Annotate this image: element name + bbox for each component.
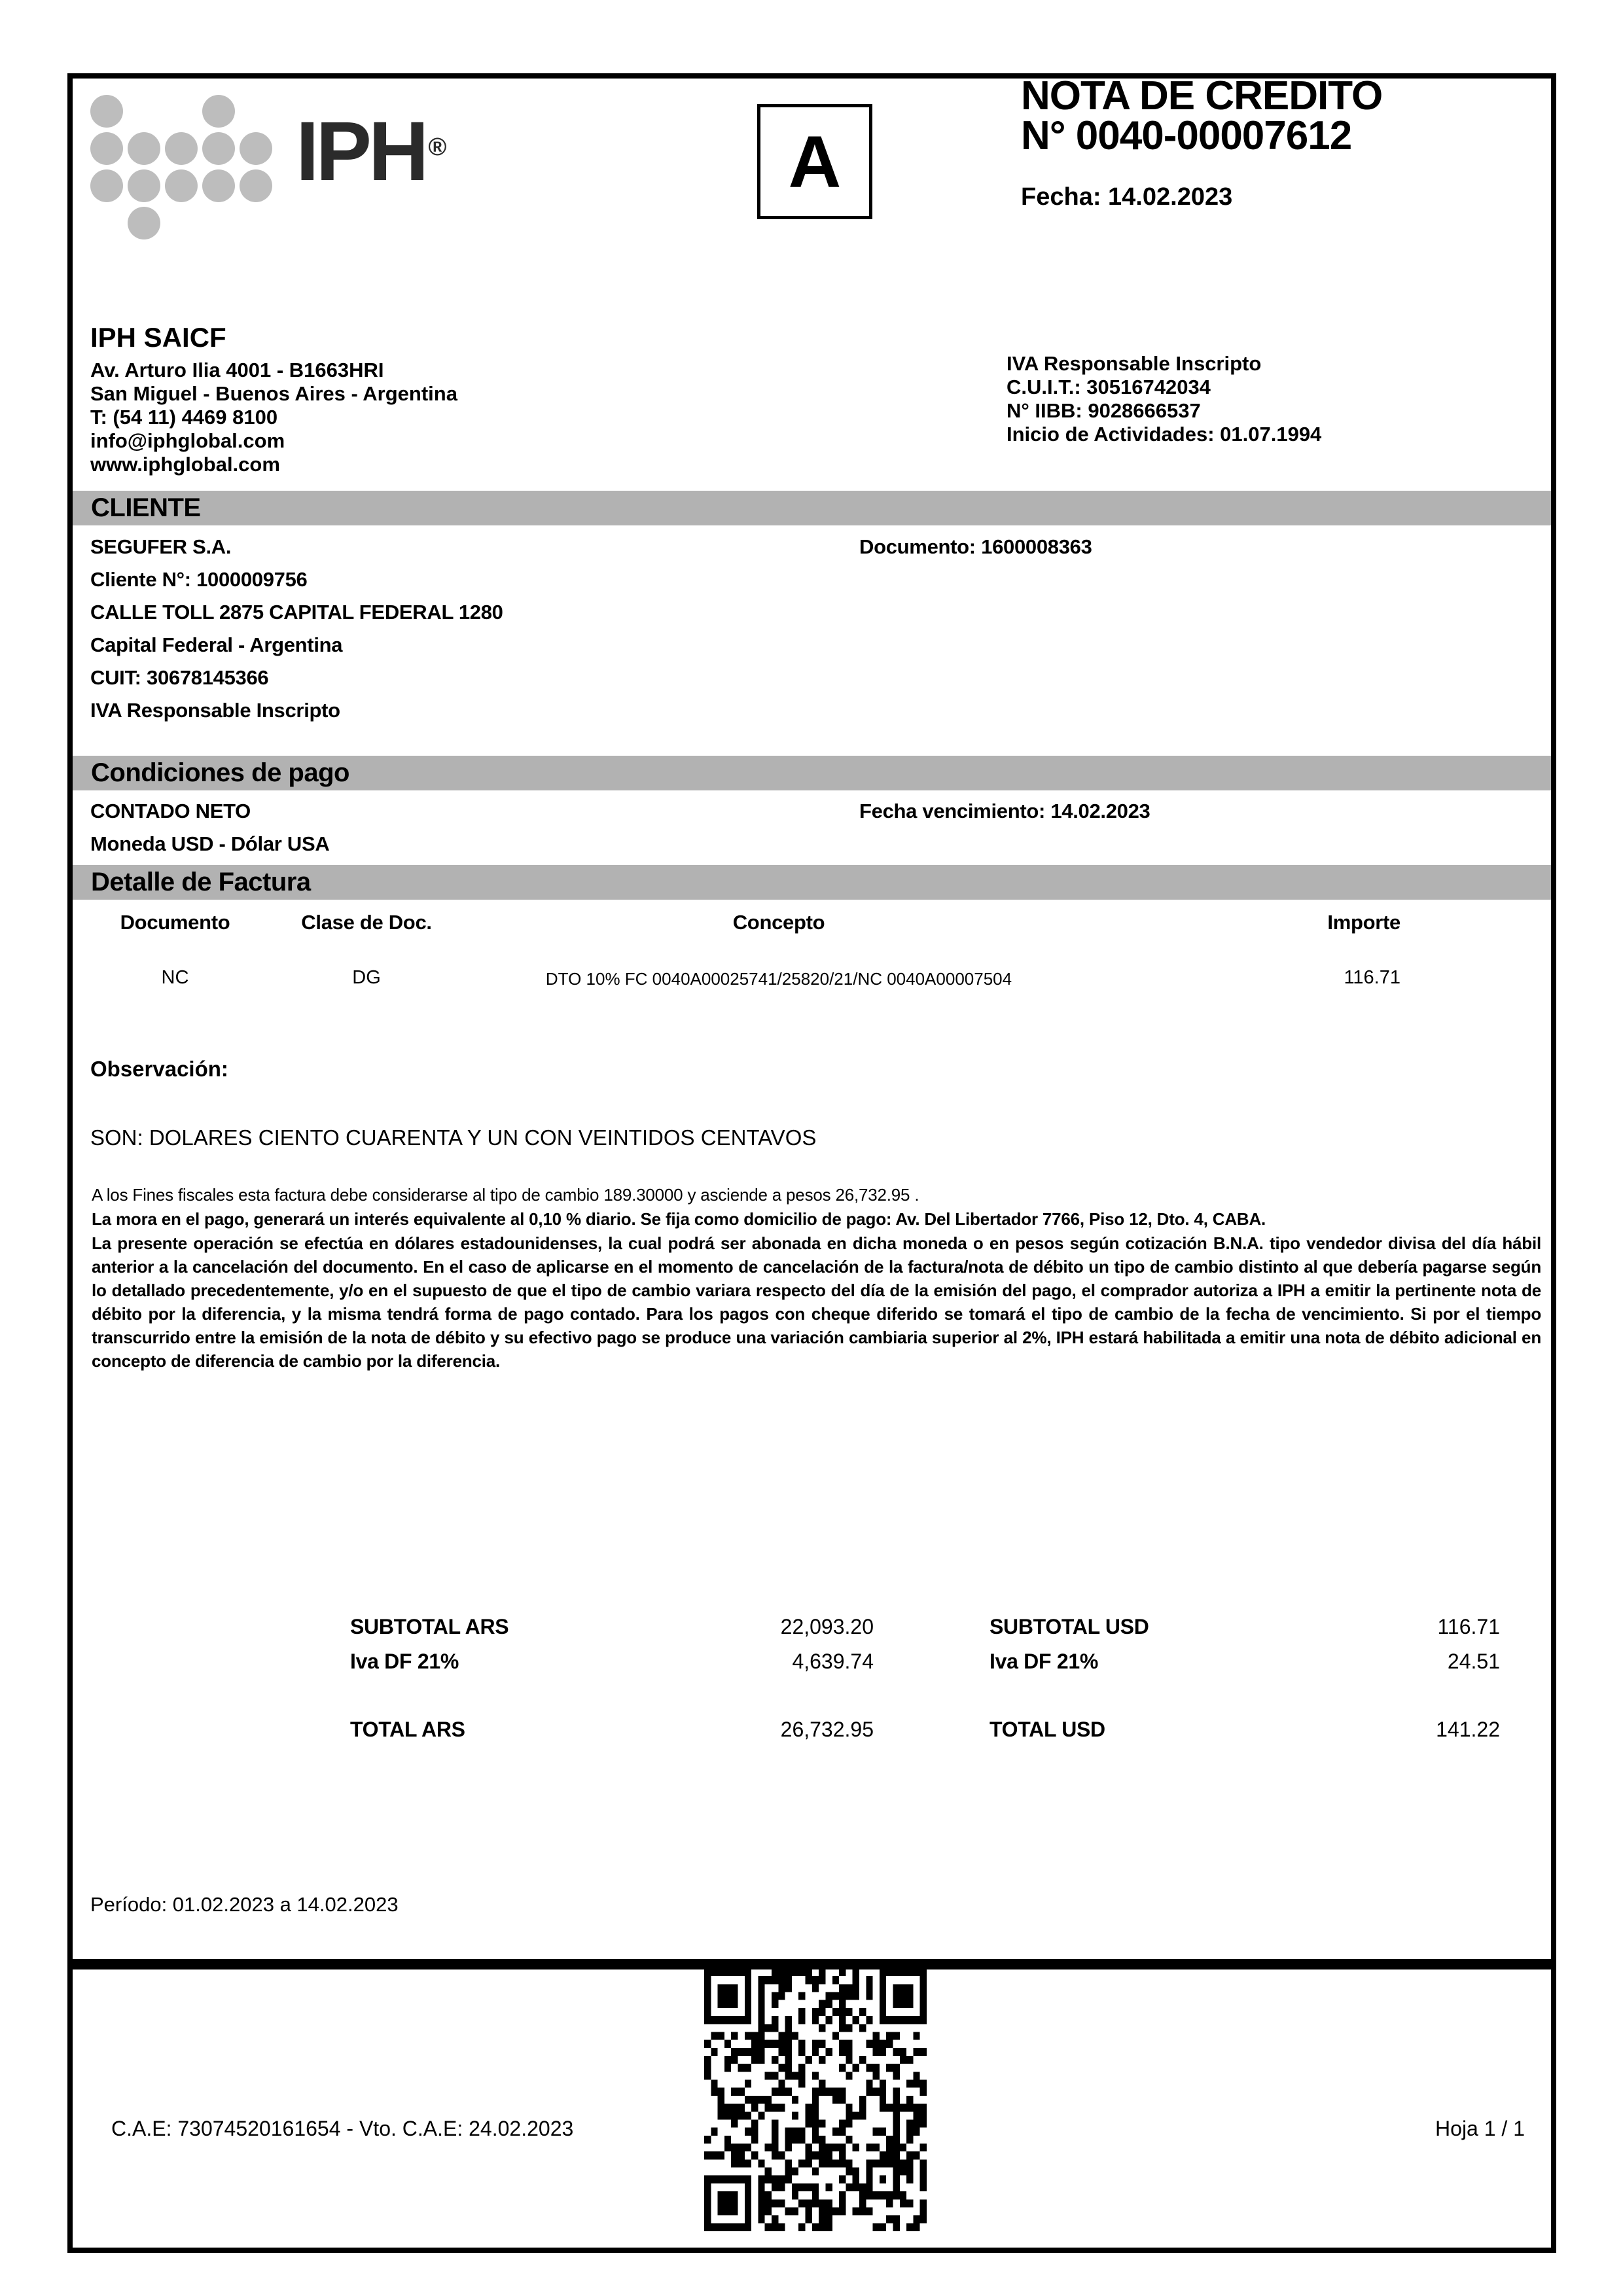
company-cuit: C.U.I.T.: 30516742034 xyxy=(1007,376,1211,398)
cliente-iva: IVA Responsable Inscripto xyxy=(90,699,340,722)
section-header-detalle xyxy=(73,865,1551,900)
logo-word: IPH xyxy=(296,105,426,198)
iph-logo-dots-icon xyxy=(90,95,287,252)
company-tax-info xyxy=(1007,352,1321,446)
title-line-1: NOTA DE CREDITO xyxy=(1021,73,1383,118)
condiciones-moneda: Moneda USD - Dólar USA xyxy=(90,832,330,855)
section-title-condiciones: Condiciones de pago xyxy=(91,758,349,787)
section-title-cliente: CLIENTE xyxy=(91,493,201,522)
col-header-documento: Documento xyxy=(120,911,230,934)
cae-line: C.A.E: 73074520161654 - Vto. C.A.E: 24.02.2023 xyxy=(111,2117,574,2140)
periodo-line: Período: 01.02.2023 a 14.02.2023 xyxy=(90,1893,399,1916)
document-title xyxy=(1021,73,1383,158)
company-website: www.iphglobal.com xyxy=(90,453,280,476)
document-date: Fecha: 14.02.2023 xyxy=(1021,183,1233,211)
col-header-concepto: Concepto xyxy=(732,911,825,934)
company-phone: T: (54 11) 4469 8100 xyxy=(90,406,278,429)
company-name: IPH SAICF xyxy=(90,322,226,353)
section-title-detalle: Detalle de Factura xyxy=(91,868,311,896)
registered-mark-icon: ® xyxy=(428,133,447,161)
linea-mora: La mora en el pago, generará un interés equivalente al 0,10 % diario. Se fija como domicilio de pago: Av. Del Libertador 7766, Piso 12, Dto. 4, CABA. xyxy=(92,1209,1266,1229)
invoice-type-letter-box xyxy=(757,104,872,219)
cliente-numero: Cliente N°: 1000009756 xyxy=(90,568,308,591)
iva-usd-value: 24.51 xyxy=(1447,1650,1500,1673)
condiciones-vencimiento: Fecha vencimiento: 14.02.2023 xyxy=(859,800,1150,822)
cell-importe: 116.71 xyxy=(1344,967,1400,988)
cliente-ciudad: Capital Federal - Argentina xyxy=(90,633,343,656)
subtotal-usd-value: 116.71 xyxy=(1437,1615,1500,1638)
iva-ars-value: 4,639.74 xyxy=(792,1650,874,1673)
observacion-label: Observación: xyxy=(90,1057,228,1081)
cliente-direccion: CALLE TOLL 2875 CAPITAL FEDERAL 1280 xyxy=(90,601,503,624)
subtotal-ars-label: SUBTOTAL ARS xyxy=(350,1615,509,1638)
total-usd-value: 141.22 xyxy=(1436,1718,1500,1741)
cliente-cuit: CUIT: 30678145366 xyxy=(90,666,269,689)
invoice-type-letter: A xyxy=(788,120,842,203)
company-inicio: Inicio de Actividades: 01.07.1994 xyxy=(1007,423,1322,446)
title-line-2: N° 0040-00007612 xyxy=(1021,113,1352,158)
company-address2: San Miguel - Buenos Aires - Argentina xyxy=(90,382,457,405)
cell-clase: DG xyxy=(352,967,381,988)
iva-usd-label: Iva DF 21% xyxy=(990,1650,1098,1673)
company-info-left xyxy=(90,322,457,476)
col-header-importe: Importe xyxy=(1327,911,1400,934)
cliente-name: SEGUFER S.A. xyxy=(90,535,232,558)
company-address1: Av. Arturo Ilia 4001 - B1663HRI xyxy=(90,359,384,381)
section-header-condiciones xyxy=(73,756,1551,790)
col-header-clase: Clase de Doc. xyxy=(301,911,432,934)
qr-code xyxy=(704,1968,927,2231)
page-number: Hoja 1 / 1 xyxy=(1435,2117,1525,2140)
company-iibb: N° IIBB: 9028666537 xyxy=(1007,399,1201,422)
iva-ars-label: Iva DF 21% xyxy=(350,1650,459,1673)
section-header-cliente xyxy=(73,491,1551,525)
company-iva: IVA Responsable Inscripto xyxy=(1007,352,1262,375)
subtotal-ars-value: 22,093.20 xyxy=(780,1615,874,1638)
monto-en-letras: SON: DOLARES CIENTO CUARENTA Y UN CON VEINTIDOS CENTAVOS xyxy=(90,1125,817,1150)
total-ars-value: 26,732.95 xyxy=(780,1718,874,1741)
subtotal-usd-label: SUBTOTAL USD xyxy=(990,1615,1149,1638)
iph-logo-text xyxy=(296,105,447,198)
total-usd-label: TOTAL USD xyxy=(990,1718,1105,1741)
condiciones-forma-pago: CONTADO NETO xyxy=(90,800,251,822)
total-ars-label: TOTAL ARS xyxy=(350,1718,465,1741)
cliente-documento: Documento: 1600008363 xyxy=(859,535,1092,558)
cell-concepto: DTO 10% FC 0040A00025741/25820/21/NC 0040A00007504 xyxy=(545,969,1012,989)
linea-fiscal: A los Fines fiscales esta factura debe considerarse al tipo de cambio 189.30000 y asciende a pesos 26,732.95 . xyxy=(92,1185,919,1205)
company-email: info@iphglobal.com xyxy=(90,429,285,452)
texto-legal: La presente operación se efectúa en dólares estadounidenses, la cual podrá ser abonada en dicha moneda o en pesos según cotización B.N.A. tipo vendedor divisa del día hábil anterior a la cancelación del documento. En el caso de aplicarse en el momento de cancelación de la factura/nota de débito un tipo de cambio distinto al que debería pagarse según lo detallado precedentemente, y/o en el supuesto de que el tipo de cambio variara respecto del día de la emisión del pago, el comprador autoriza a IPH a emitir la pertinente nota de débito por la diferencia, y la misma tendrá forma de pago contado. Para los pagos con cheque diferido se tomará el tipo de cambio de la fecha de vencimiento. Si por el tiempo transcurrido entre la emisión de la nota de débito y su efectivo pago se produce una variación cambiaria superior al 2%, IPH estará habilitada a emitir una nota de débito adicional en concepto de diferencia de cambio por la diferencia. xyxy=(92,1233,1541,1371)
cell-documento: NC xyxy=(161,967,189,988)
